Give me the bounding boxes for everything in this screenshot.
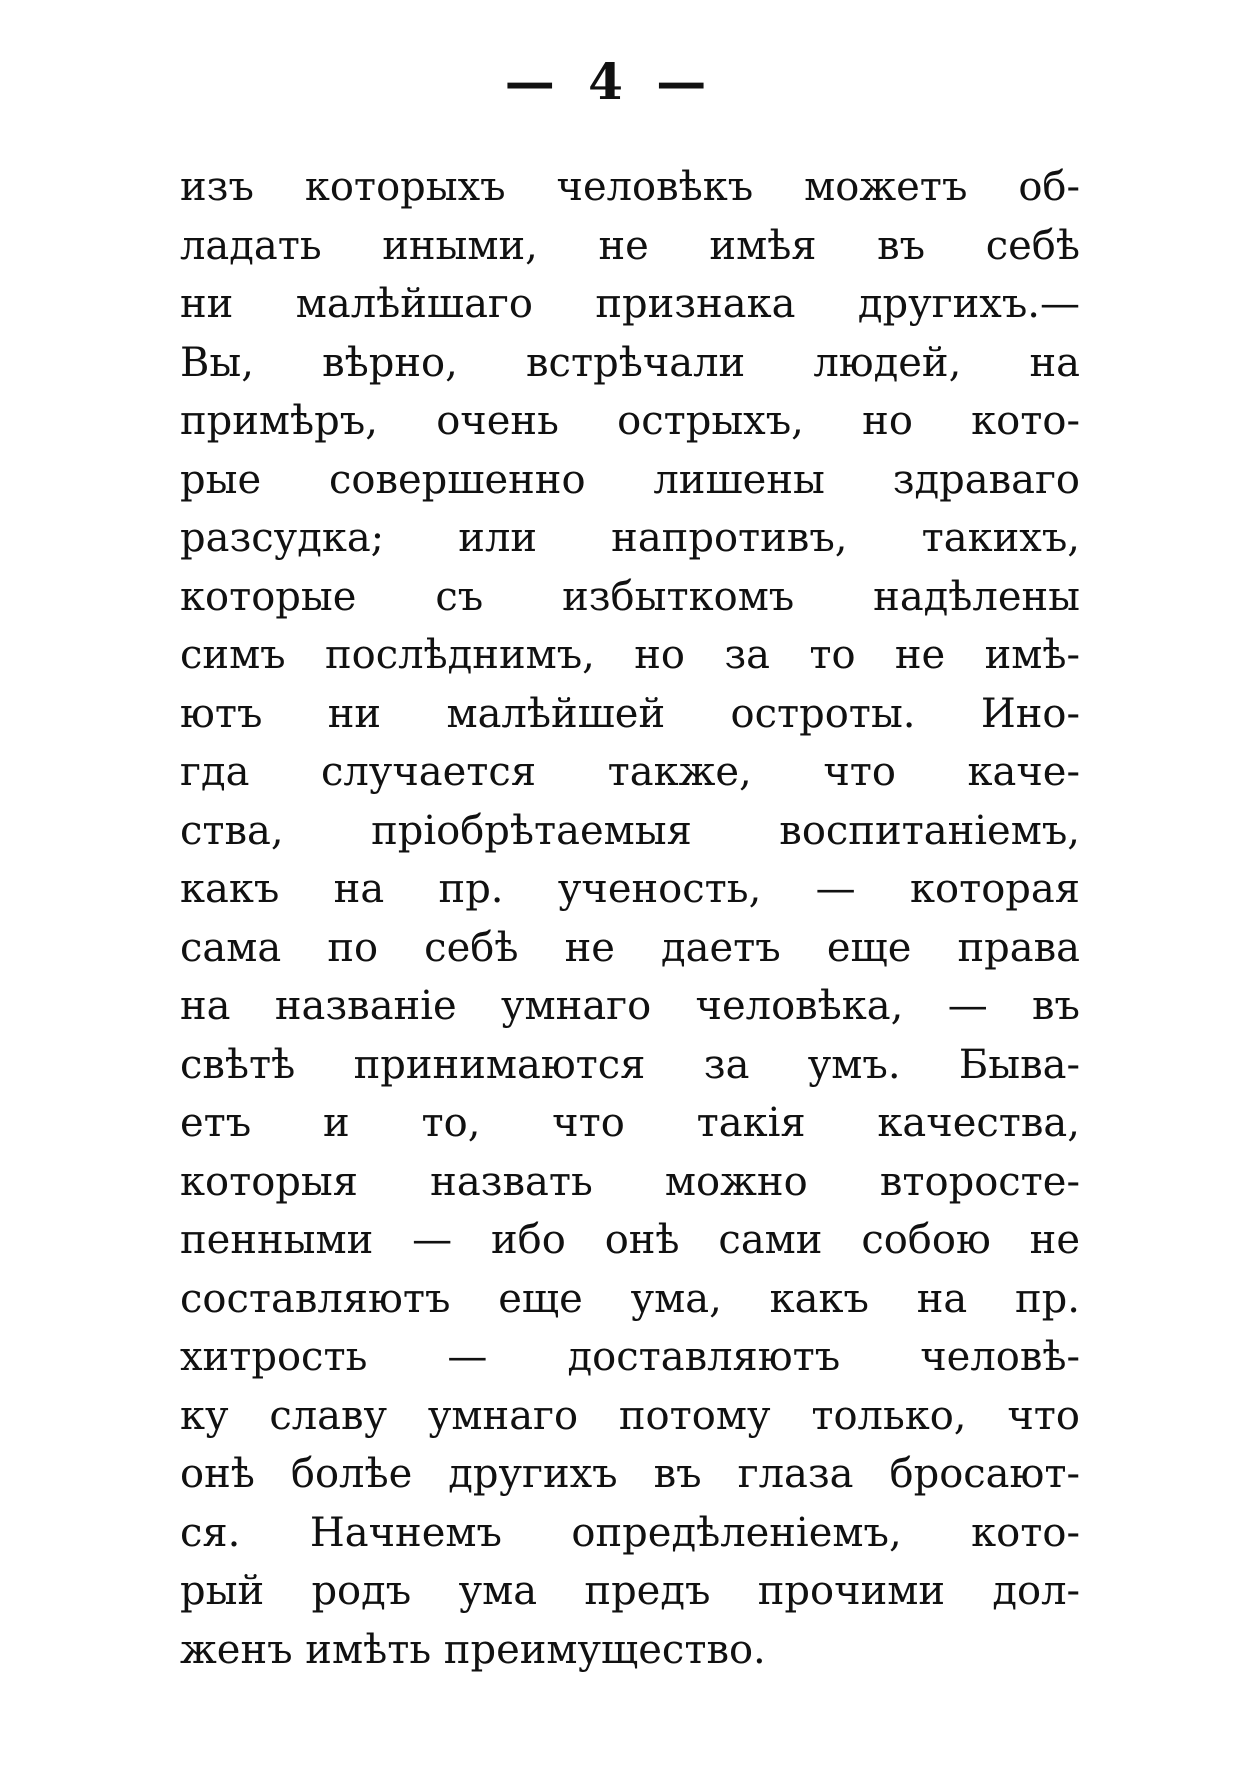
text-line: изъ которыхъ человѣкъ можетъ об-	[180, 164, 1080, 210]
text-line: ся. Начнемъ опредѣленіемъ, кото-	[180, 1509, 1080, 1556]
text-line: хитрость — доставляютъ человѣ-	[180, 1334, 1080, 1380]
text-line: пенными — ибо онѣ сами собою не	[180, 1217, 1080, 1263]
text-line: составляютъ еще ума, какъ на пр.	[180, 1275, 1080, 1322]
text-line-last: женъ имѣть преимущество.	[180, 1626, 766, 1673]
text-line: онѣ болѣе другихъ въ глаза бросают-	[180, 1451, 1080, 1497]
text-line: гда случается также, что каче-	[180, 749, 1080, 795]
text-line: етъ и то, что такія качества,	[180, 1100, 1080, 1146]
text-line: ни малѣйшаго признака другихъ.—	[180, 281, 1080, 327]
text-line: какъ на пр. ученость, — которая	[180, 866, 1080, 912]
text-line: Вы, вѣрно, встрѣчали людей, на	[180, 339, 1080, 386]
text-line: свѣтѣ принимаются за умъ. Быва-	[180, 1041, 1080, 1088]
text-line: симъ послѣднимъ, но за то не имѣ-	[180, 632, 1080, 678]
text-line: сама по себѣ не даетъ еще права	[180, 924, 1080, 971]
text-line: ства, пріобрѣтаемыя воспитаніемъ,	[180, 807, 1080, 854]
text-line: которыя назвать можно второсте-	[180, 1158, 1080, 1205]
text-line: которые съ избыткомъ надѣлены	[180, 573, 1080, 620]
text-line: на названіе умнаго человѣка, — въ	[180, 983, 1080, 1029]
text-line: ку славу умнаго потому только, что	[180, 1392, 1080, 1439]
page-number: — 4 —	[504, 52, 715, 111]
page-body-text	[180, 158, 1080, 1679]
text-line: разсудка; или напротивъ, такихъ,	[180, 515, 1080, 561]
text-line: ютъ ни малѣйшей остроты. Ино-	[180, 690, 1080, 737]
text-line: примѣръ, очень острыхъ, но кото-	[180, 398, 1080, 444]
text-line: рые совершенно лишены здраваго	[180, 456, 1080, 503]
text-line: рый родъ ума предъ прочими дол-	[180, 1568, 1080, 1614]
text-line: ладать иными, не имѣя въ себѣ	[180, 222, 1080, 269]
